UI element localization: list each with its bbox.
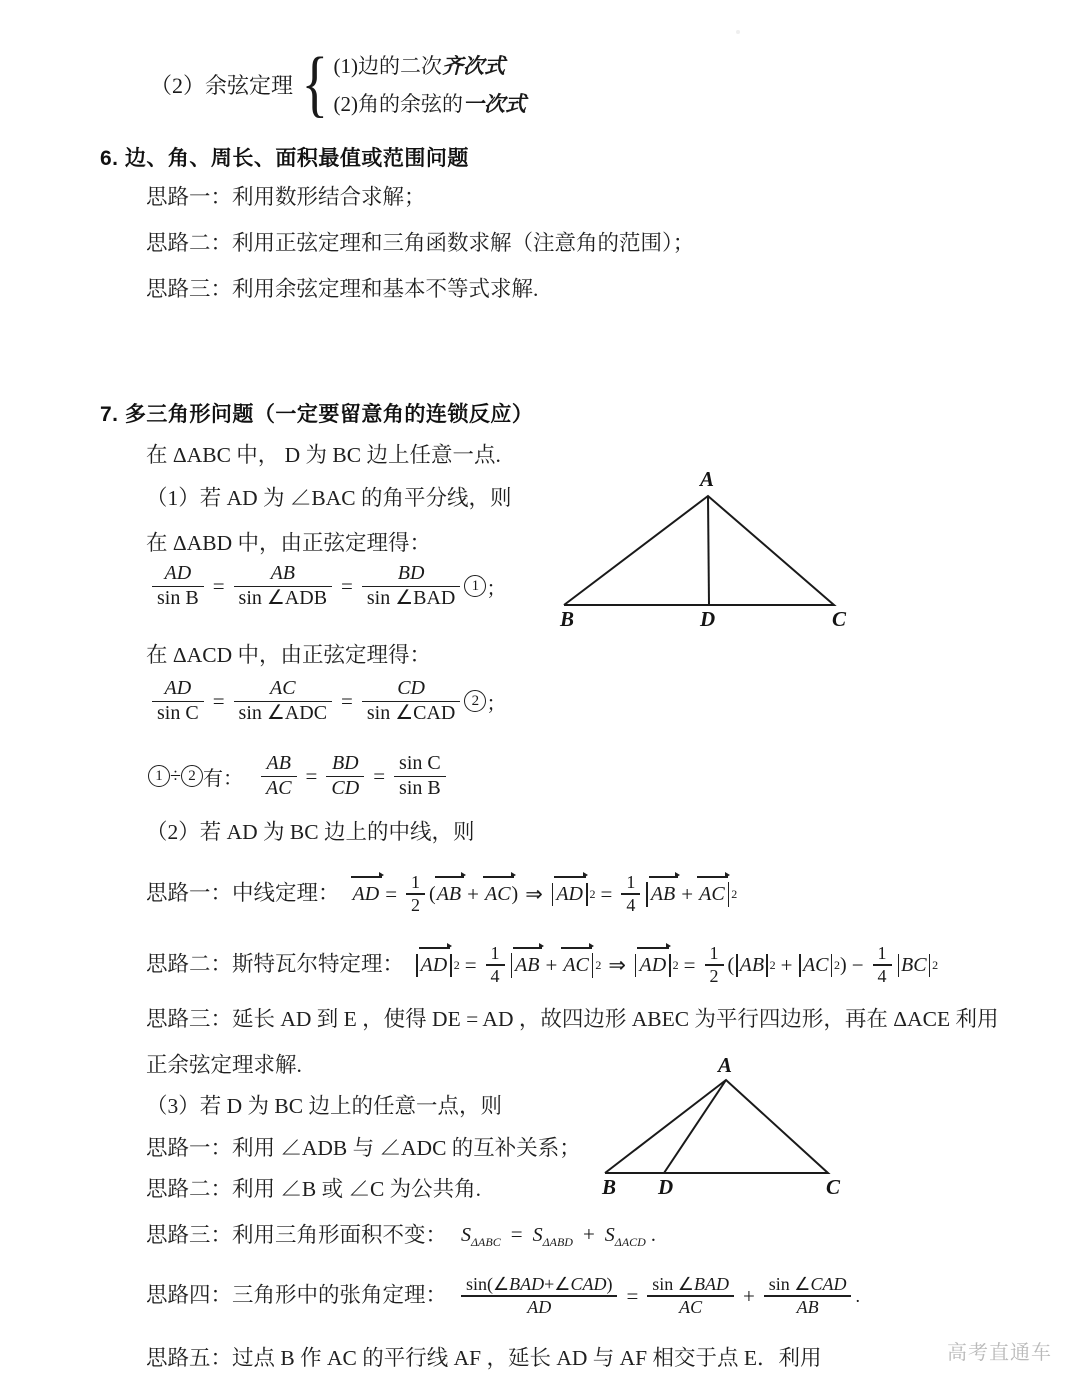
- eq2-equals-1: =: [212, 688, 225, 713]
- section-6-item-1: 思路一：利用数形结合求解；: [146, 185, 426, 209]
- cosine-law-brace-block: [150, 43, 527, 125]
- eq1-equals-1: =: [212, 573, 225, 598]
- page-speck-artifact: [736, 30, 740, 34]
- eq3-term-2: $\frac{BD}{CD}$: [326, 752, 364, 801]
- case-2-idea-2: [146, 943, 938, 987]
- vertex-label-c: C: [832, 607, 847, 627]
- equation-2: [148, 677, 506, 726]
- eq3-lead-tag-a: 1: [148, 765, 170, 787]
- case-3-idea-4: [146, 1273, 860, 1318]
- case-2-idea-1: [146, 872, 737, 916]
- eq1-equals-2: =: [341, 573, 353, 598]
- section-7-heading: [100, 398, 533, 428]
- vertex-label-d: D: [658, 1175, 674, 1197]
- segment-ad: [664, 1080, 726, 1173]
- eq1-term-2: $\frac{AB}{\text{sin ∠ADB}}$: [234, 562, 333, 611]
- row-1-emphasis: 齐次式: [442, 55, 506, 78]
- equation-1: [148, 562, 506, 611]
- eq3-lead-op: ÷: [170, 764, 181, 787]
- eq2-term-2: $\frac{AC}{\text{sin ∠ADC}}$: [234, 677, 333, 726]
- row-1-prefix: (1)边的二次: [333, 54, 443, 78]
- row-2-emphasis: 一次式: [463, 93, 527, 116]
- case-3-idea-5: 思路五：过点 B 作 AC 的平行线 AF ，延长 AD 与 AF 相交于点 E．利用: [146, 1346, 822, 1370]
- left-brace-glyph: {: [301, 43, 329, 125]
- case-2-idea-2-equation: AD 2 = $\frac{1}{4}$ AB + AC 2 ⇒ AD 2 = $\frac{1}{2}$ ( AB 2 + AC 2 ) − $\frac{1}{4}$ BC 2: [414, 943, 938, 987]
- eq2-trailing: ；: [486, 692, 507, 715]
- vertex-label-b: B: [560, 607, 575, 627]
- section-6-title: 边、角、周长、面积最值或范围问题: [124, 147, 469, 170]
- case-2-idea-1-label: 思路一：中线定理：: [146, 881, 340, 906]
- eq3-lead-text: 有：: [202, 767, 243, 790]
- triangle-diagram-cevian: [600, 1052, 850, 1197]
- case-3-heading: （3）若 D 为 BC 边上的任意一点，则: [146, 1094, 502, 1118]
- eq3-equals-1: =: [305, 763, 318, 788]
- section-6-item-3: 思路三：利用余弦定理和基本不等式求解.: [146, 277, 539, 301]
- case-1-line-1: 在 ΔABD 中，由正弦定理得：: [146, 531, 431, 555]
- eq1-term-1: $\frac{AD}{\text{sin B}}$: [152, 562, 204, 611]
- case-2-idea-3-line-2: 正余弦定理求解.: [146, 1053, 302, 1077]
- vector-ab: AB: [436, 883, 462, 906]
- eq1-trailing: ；: [486, 577, 507, 600]
- case-3-idea-1: 思路一：利用 ∠ADB 与 ∠ADC 的互补关系；: [146, 1136, 581, 1160]
- vertex-label-c: C: [826, 1175, 841, 1197]
- cosine-law-row-2: [334, 88, 527, 118]
- case-3-idea-4-equation: $\frac{\text{sin(∠BAD+∠CAD)}}{AD}$ = $\frac{\text{sin ∠BAD}}{AC}$ + $\frac{\text{sin ∠CAD}}{AB}$ .: [457, 1273, 860, 1318]
- case-3-idea-3: [146, 1222, 656, 1250]
- section-6-number: 6.: [100, 147, 119, 170]
- vertex-label-a: A: [718, 1053, 733, 1077]
- vertex-label-b: B: [602, 1175, 617, 1197]
- section-7-title: 多三角形问题（一定要留意角的连锁反应）: [124, 403, 534, 426]
- eq3-equals-2: =: [373, 763, 386, 788]
- case-3-idea-2: 思路二：利用 ∠B 或 ∠C 为公共角.: [146, 1177, 482, 1201]
- case-3-idea-3-label: 思路三：利用三角形面积不变：: [146, 1223, 448, 1248]
- case-2-idea-3-line-1: 思路三：延长 AD 到 E ，使得 DE = AD ，故四边形 ABEC 为平行四边形，再在 ΔACE 利用: [146, 1007, 999, 1031]
- case-1-heading: （1）若 AD 为 ∠BAC 的角平分线，则: [146, 486, 512, 510]
- equation-3: [148, 752, 450, 801]
- triangle-diagram-bisector: [556, 462, 856, 627]
- case-3-idea-3-equation: $S_{\Delta ABC} = S_{\Delta ABD} + S_{\Delta ACD}$ .: [461, 1222, 656, 1249]
- vector-ad: AD: [352, 883, 381, 906]
- case-2-idea-1-equation: AD = $\frac{1}{2}$ ( AB + AC ) ⇒ AD 2 = $\frac{1}{4}$ AB + AC 2: [352, 872, 738, 915]
- case-1-line-2: 在 ΔACD 中，由正弦定理得：: [146, 643, 431, 667]
- section-7-number: 7.: [100, 403, 119, 426]
- eq1-term-3: $\frac{BD}{\text{sin ∠BAD}}$: [362, 562, 461, 611]
- cosine-law-rows: [334, 50, 527, 118]
- eq3-lead-tag-b: 2: [181, 765, 203, 787]
- section-6-heading: [100, 142, 469, 172]
- eq3-term-3: $\frac{\text{sin C}}{\text{sin B}}$: [394, 752, 446, 801]
- eq1-tag: 1: [464, 575, 486, 597]
- triangle-outline: [564, 496, 834, 605]
- cosine-law-row-1: [334, 50, 527, 80]
- eq2-term-3: $\frac{CD}{\text{sin ∠CAD}}$: [362, 677, 461, 726]
- eq2-equals-2: =: [341, 688, 353, 713]
- eq2-tag: 2: [464, 690, 486, 712]
- cosine-law-label: （2）余弦定理: [150, 72, 294, 98]
- watermark-text: 高考直通车: [947, 1342, 1052, 1364]
- vertex-label-a: A: [700, 467, 715, 491]
- case-3-idea-4-label: 思路四：三角形中的张角定理：: [146, 1282, 448, 1307]
- vertex-label-d: D: [700, 607, 716, 627]
- section-6-item-2: 思路二：利用正弦定理和三角函数求解（注意角的范围）；: [146, 231, 695, 255]
- eq3-term-1: $\frac{AB}{AC}$: [261, 752, 297, 801]
- case-2-heading: （2）若 AD 为 BC 边上的中线，则: [146, 820, 475, 844]
- eq2-term-1: $\frac{AD}{\text{sin C}}$: [152, 677, 204, 726]
- segment-ad: [708, 496, 709, 605]
- row-2-prefix: (2)角的余弦的: [333, 92, 464, 116]
- section-7-intro: 在 ΔABC 中， D 为 BC 边上任意一点.: [146, 443, 501, 467]
- case-2-idea-2-label: 思路二：斯特瓦尔特定理：: [146, 952, 405, 977]
- vector-ac: AC: [484, 883, 512, 906]
